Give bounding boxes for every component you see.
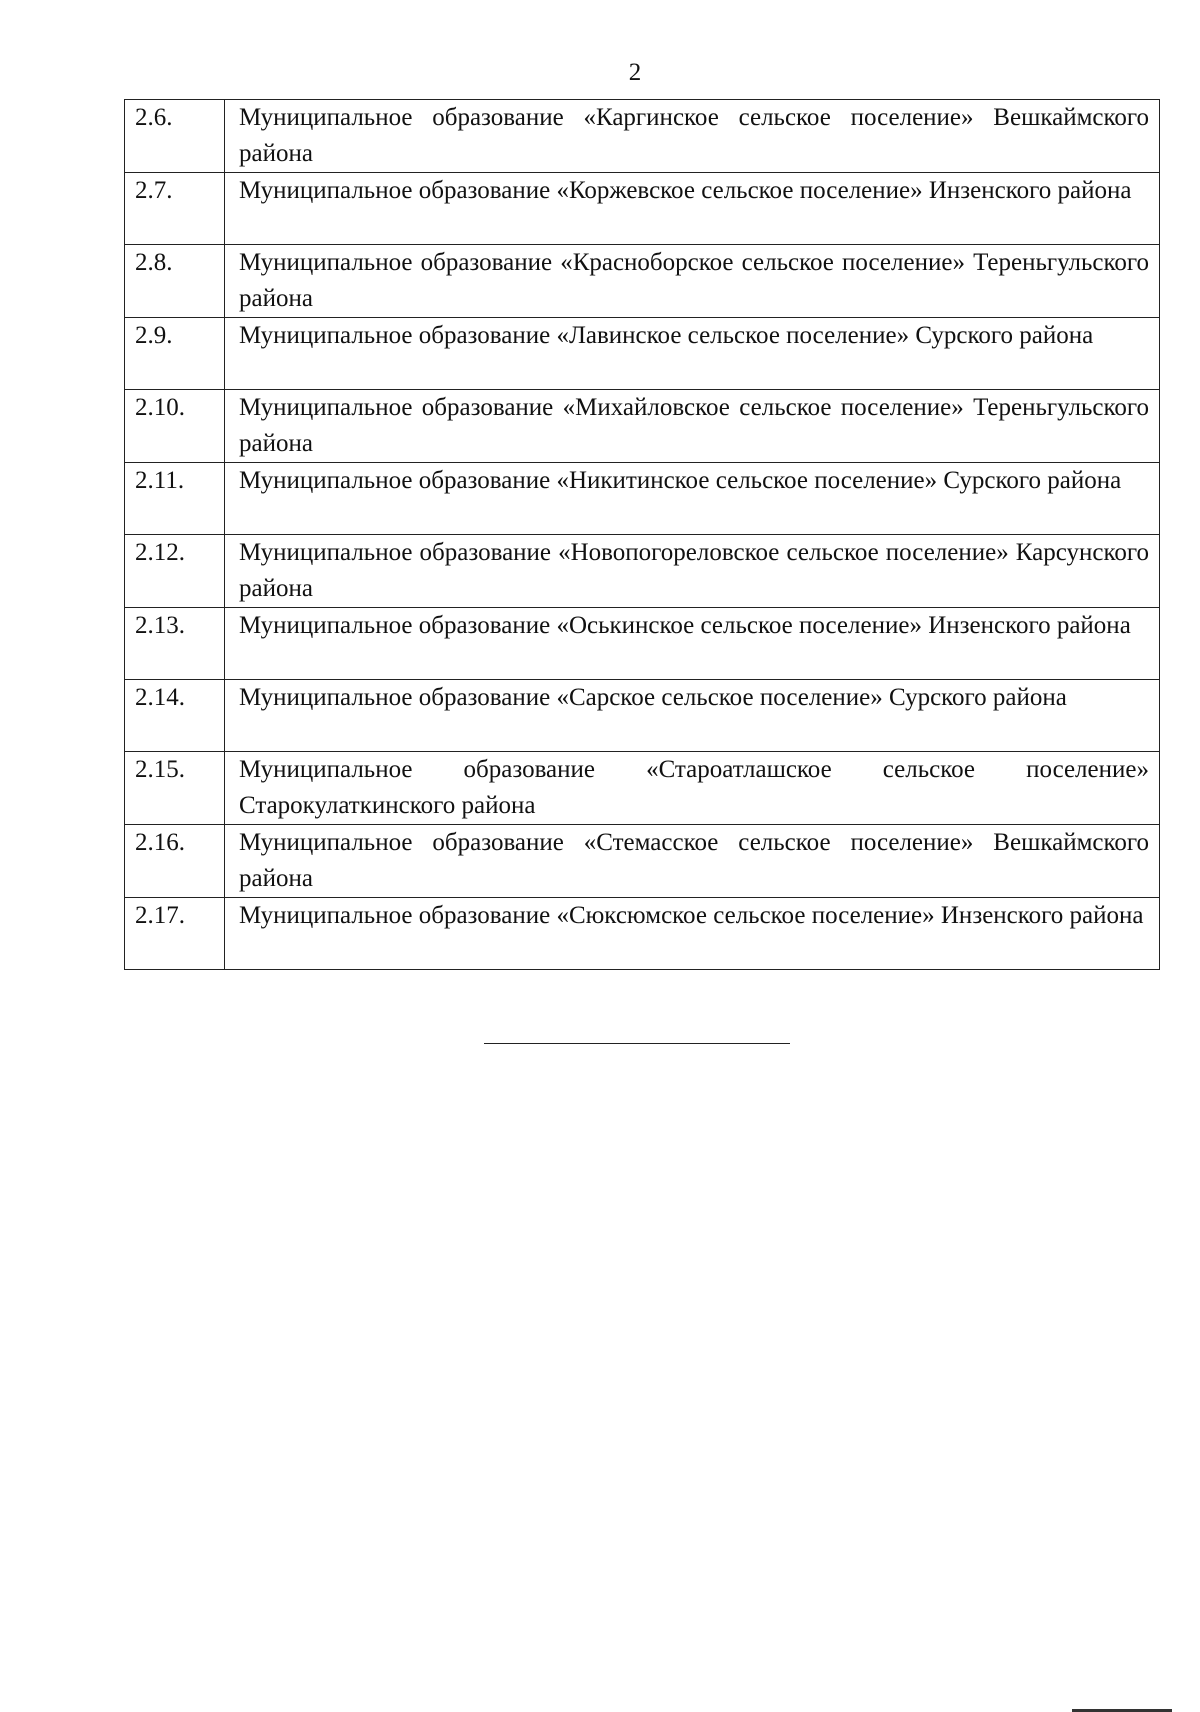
row-number: 2.16. — [125, 825, 225, 898]
row-text: Муниципальное образование «Стемасское сельское поселение» Вешкаймского района — [225, 825, 1160, 898]
row-text: Муниципальное образование «Сюксюмское сельское поселение» Инзенского района — [225, 898, 1160, 970]
row-number: 2.13. — [125, 608, 225, 680]
table-row — [125, 535, 1160, 608]
row-text: Муниципальное образование «Каргинское сельское поселение» Вешкаймского района — [225, 100, 1160, 173]
row-number: 2.8. — [125, 245, 225, 318]
table-row — [125, 752, 1160, 825]
row-number: 2.14. — [125, 680, 225, 752]
row-text: Муниципальное образование «Оськинское сельское поселение» Инзенского района — [225, 608, 1160, 680]
table-row — [125, 100, 1160, 173]
row-text: Муниципальное образование «Староатлашское сельское поселение» Старокулаткинского района — [225, 752, 1160, 825]
row-text: Муниципальное образование «Красноборское сельское поселение» Тереньгульского района — [225, 245, 1160, 318]
row-text: Муниципальное образование «Новопогореловское сельское поселение» Карсунского района — [225, 535, 1160, 608]
table-row — [125, 463, 1160, 535]
row-number: 2.6. — [125, 100, 225, 173]
table-row — [125, 608, 1160, 680]
table-row — [125, 680, 1160, 752]
row-number: 2.10. — [125, 390, 225, 463]
table-row — [125, 898, 1160, 970]
row-number: 2.9. — [125, 318, 225, 390]
row-text: Муниципальное образование «Сарское сельское поселение» Сурского района — [225, 680, 1160, 752]
table-row — [125, 390, 1160, 463]
row-number: 2.12. — [125, 535, 225, 608]
row-number: 2.15. — [125, 752, 225, 825]
row-text: Муниципальное образование «Коржевское сельское поселение» Инзенского района — [225, 173, 1160, 245]
row-number: 2.7. — [125, 173, 225, 245]
row-number: 2.17. — [125, 898, 225, 970]
table-row — [125, 318, 1160, 390]
row-text: Муниципальное образование «Никитинское сельское поселение» Сурского района — [225, 463, 1160, 535]
row-number: 2.11. — [125, 463, 225, 535]
settlements-table — [124, 99, 1160, 970]
row-text: Муниципальное образование «Лавинское сельское поселение» Сурского района — [225, 318, 1160, 390]
page-number: 2 — [628, 59, 642, 86]
table-row — [125, 245, 1160, 318]
table-row — [125, 173, 1160, 245]
row-text: Муниципальное образование «Михайловское сельское поселение» Тереньгульского района — [225, 390, 1160, 463]
table-row — [125, 825, 1160, 898]
end-rule-line — [484, 1043, 790, 1044]
